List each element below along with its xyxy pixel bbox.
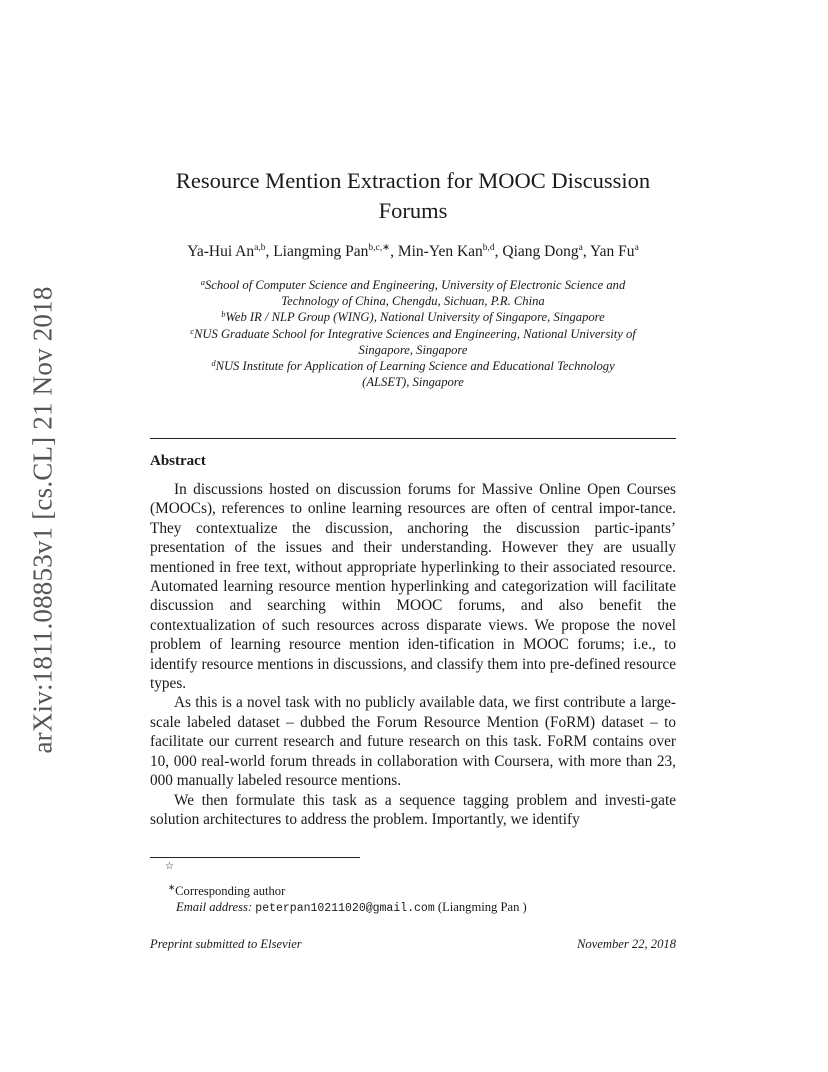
page-footer (150, 937, 676, 952)
footnote-rule (150, 857, 360, 858)
affiliation-a: $^a$School of Computer Science and Engineering, University of Electronic Science and Technology of China, Chengdu, Sichuan, P.R. China (200, 277, 626, 309)
affiliation-d: $^d$NUS Institute for Application of Learning Science and Educational Technology (ALSET), Singapore (211, 358, 615, 390)
star-footnote-mark: ☆ (165, 861, 174, 872)
author: Liangming Pan$^{b,c,∗}$, (273, 243, 398, 260)
author-list (110, 243, 716, 261)
footer-left: Preprint submitted to Elsevier (150, 937, 302, 951)
email-address: peterpan10211020@gmail.com (255, 902, 435, 916)
abstract-paragraph: We then formulate this task as a sequence tagging problem and investi-gate solution architectures to address the problem. Importantly, we identify (150, 791, 676, 828)
author: Qiang Dong$^a$, (502, 243, 591, 260)
abstract-paragraph: In discussions hosted on discussion forums for Massive Online Open Courses (MOOCs), references to online learning resources are often of central impor-tance. They contextualize the discussion, anchoring the discussion partic-ipants’ presentation of the issues and their understanding. However they are usually mentioned in free text, without appropriate hyperlinking to their associated resource. Automated learning resource mention hyperlinking and categorization will facilitate discussion and searching within MOOC forums, and also benefit the contextualization of such resources across disparate views. We propose the novel problem of learning resource mention iden-tification in MOOC forums; i.e., to identify resource mentions in discussions, and classify them into pre-defined resource types. (150, 481, 676, 693)
author: Yan Fu$^a$ (590, 243, 639, 260)
affiliation-c: $^c$NUS Graduate School for Integrative Sciences and Engineering, National University of Singapore, Singapore (190, 325, 636, 357)
footer-right: November 22, 2018 (577, 937, 676, 951)
abstract-heading: Abstract (150, 453, 206, 469)
author: Min-Yen Kan$^{b,d}$, (397, 243, 503, 260)
author: Ya-Hui An$^{a,b}$, (187, 243, 274, 260)
title-line-1: Resource Mention Extraction for MOOC Discussion (175, 168, 651, 193)
footnotes (150, 859, 676, 917)
title-line-2: Forums (378, 198, 448, 223)
abstract-paragraph: As this is a novel task with no publicly available data, we first contribute a large-scale labeled dataset – dubbed the Forum Resource Mention (FoRM) dataset – to facilitate our current research and future research on this task. FoRM contains over 10, 000 real-world forum threads in collaboration with Coursera, with more than 23, 000 manually labeled resource mentions. (150, 694, 676, 790)
affiliations (150, 277, 676, 390)
abstract-top-rule (150, 438, 676, 439)
abstract-body (150, 480, 676, 829)
affiliation-b: $^b$Web IR / NLP Group (WING), National University of Singapore, Singapore (221, 309, 605, 325)
email-note: Email address: peterpan10211020@gmail.com (Liangming Pan ) (176, 900, 527, 916)
paper-title (150, 166, 676, 226)
corresponding-author-note: ∗Corresponding author (168, 882, 286, 899)
arxiv-stamp-text: arXiv:1811.08853v1 [cs.CL] 21 Nov 2018 (27, 286, 58, 754)
